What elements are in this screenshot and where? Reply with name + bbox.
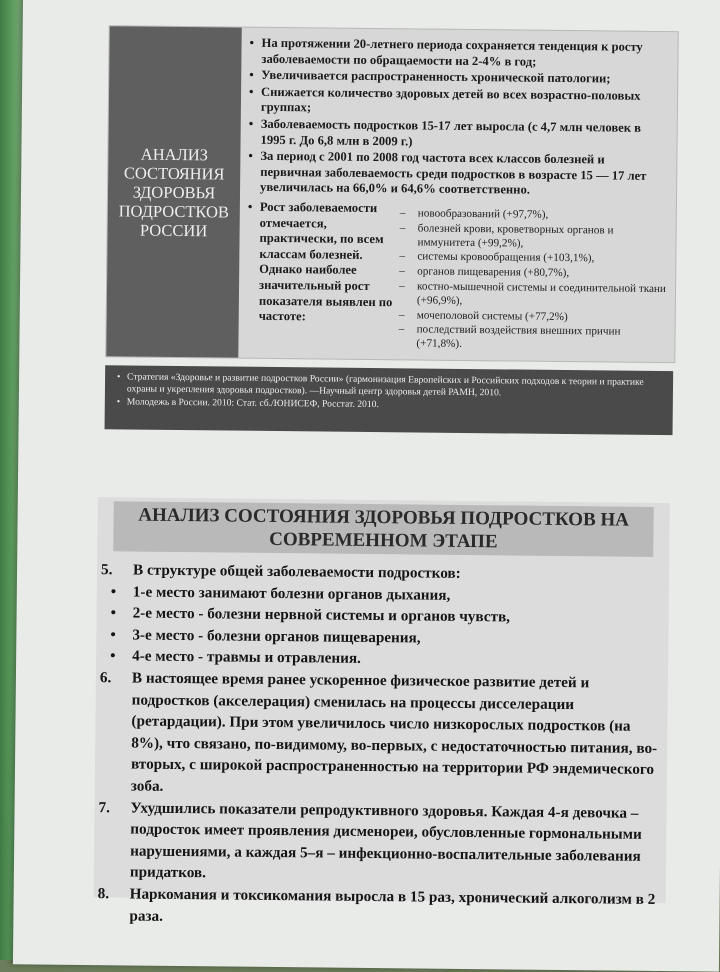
- list-item: [248, 117, 668, 153]
- item-number: 5.: [100, 561, 113, 579]
- slide-current-stage: [94, 497, 670, 925]
- list-item-text: костно-мышечной системы и соединительной ткани (+96,9%),: [416, 280, 667, 307]
- list-item-text: Увеличивается распространенность хронической патологии;: [261, 68, 611, 86]
- slide-title-line: АНАЛИЗ: [140, 144, 209, 165]
- references-bar: [105, 365, 674, 435]
- item-number: 8.: [97, 885, 110, 903]
- item-number: 7.: [98, 798, 111, 816]
- slide-health-analysis-russia: [105, 25, 678, 363]
- item-text: В настоящее время ранее ускоренное физическое развитие детей и подростков (акселерация) сменилась на процессы дисселерации (ретардации). При этом увеличилось число низкорослых подростков (на 8%), что связано, по-видимому, во-первых, с недостаточностью питания, во-вторых, с широкой распространенностью на территории РФ эндемического зоба.: [130, 669, 658, 795]
- item-text: Наркомания и токсикомания выросла в 15 раз, хронический алкоголизм в 2 раза.: [129, 885, 656, 925]
- list-item: [399, 222, 669, 252]
- sub-item-text: 4-е место - травмы и отравления.: [132, 647, 361, 668]
- bullet-icon: •: [110, 647, 116, 665]
- reference-text: Стратегия «Здоровье и развитие подростков России» (гармонизация Европейских и Российских подходов к теории и практике охраны и укрепления здоровья подростков). —Научный центр здоровья детей РАМН, 2010.: [126, 371, 644, 399]
- bullet-icon: •: [110, 626, 116, 644]
- dash-icon: –: [398, 323, 405, 336]
- growth-summary-text: Рост заболеваемости отмечается, практически, по всем классам болезней. Однако наиболее значительный рост показателя выявлен по частоте:: [258, 199, 393, 324]
- dash-icon: –: [399, 222, 406, 235]
- slide-title-bar: [113, 501, 653, 557]
- slide-side-panel: [106, 26, 241, 357]
- list-item-text: системы кровообращения (+103,1%),: [417, 250, 595, 265]
- list-item: [249, 84, 669, 120]
- dash-icon: –: [399, 265, 405, 278]
- list-item: [399, 251, 669, 268]
- list-item-7: [98, 797, 665, 889]
- list-item-text: мочеполовой системы (+77,2%): [416, 309, 568, 323]
- bullet-icon: •: [247, 199, 253, 214]
- printed-page: [13, 0, 720, 972]
- slide-title-line: АНАЛИЗ СОСТОЯНИЯ ЗДОРОВЬЯ ПОДРОСТКОВ НА: [138, 504, 630, 531]
- key-findings-list: [248, 36, 670, 201]
- item-text: Ухудшились показатели репродуктивного здоровья. Каждая 4-я девочка – подросток имеет проявления дисменореи, обусловленные гормональными нарушениями, а каждая 5–я – инфекционно-воспалительные заболевания придатков.: [129, 799, 642, 882]
- bullet-icon: •: [116, 396, 121, 408]
- sub-item-text: 3-е место - болезни органов пищеварения,: [132, 626, 421, 647]
- list-item-text: новообразований (+97,7%),: [417, 207, 549, 221]
- slide-title-line: ПОДРОСТКОВ: [118, 201, 230, 222]
- references-list: [105, 365, 673, 414]
- reference-text: Молодежь в России. 2010: Стат. сб./ЮНИСЕФ, Росстат. 2010.: [126, 396, 379, 410]
- slide-title: [113, 503, 653, 555]
- list-item-text: органов пищеварения (+80,7%),: [417, 265, 570, 280]
- growth-section: [246, 200, 672, 360]
- list-item: [399, 309, 669, 326]
- list-item-6: [99, 667, 666, 802]
- list-item: [399, 280, 669, 310]
- dash-icon: –: [399, 207, 406, 220]
- list-item-text: Снижается количество здоровых детей во всех возрастно-половых группах;: [260, 84, 641, 115]
- growth-summary: [247, 200, 398, 326]
- dash-icon: –: [398, 280, 405, 293]
- dash-icon: –: [398, 308, 405, 321]
- sub-item-text: 1-е место занимают болезни органов дыхания,: [132, 583, 451, 604]
- bullet-icon: •: [249, 84, 254, 99]
- numbered-list: [97, 559, 667, 932]
- slide-title-line: СОВРЕМЕННОМ ЭТАПЕ: [269, 528, 498, 553]
- list-item-text: Заболеваемость подростков 15-17 лет выросла (с 4,7 млн человек в 1995 г. До 6,8 млн в 2009 г.): [260, 116, 642, 148]
- slide-title-line: РОССИИ: [139, 220, 208, 241]
- slide-title: [108, 144, 241, 240]
- bullet-icon: •: [248, 148, 253, 163]
- list-item: [248, 149, 668, 200]
- list-item-text: На протяжении 20-летнего периода сохраняется тенденция к росту заболеваемости по обращаемости на 2-4% в год;: [261, 35, 643, 69]
- slide-title-line: ЗДОРОВЬЯ: [132, 182, 216, 203]
- bullet-icon: •: [110, 582, 117, 600]
- bullet-icon: •: [117, 371, 121, 383]
- dash-icon: –: [399, 250, 406, 263]
- slide-title-line: СОСТОЯНИЯ: [123, 163, 225, 184]
- bullet-icon: •: [249, 35, 255, 50]
- item-number: 6.: [99, 669, 112, 687]
- list-item-8: [97, 883, 663, 932]
- growth-categories-list: [398, 207, 670, 355]
- item-text: В структуре общей заболеваемости подростков:: [132, 561, 461, 582]
- list-item: [249, 36, 669, 72]
- bullet-icon: •: [110, 604, 117, 622]
- list-item-text: За период с 2001 по 2008 год частота всех классов болезней и первичная заболеваемость среди подростков в возрасте 15 — 17 лет увеличилась на 66,0% и 64,6% соответственно.: [260, 148, 647, 197]
- list-item: [400, 207, 670, 224]
- sub-item-text: 2-е место - болезни нервной системы и органов чувств,: [132, 604, 511, 626]
- list-item: [399, 265, 669, 282]
- list-item-text: последствий воздействия внешних причин (+71,8%).: [416, 323, 621, 351]
- bullet-icon: •: [248, 116, 254, 131]
- bullet-icon: •: [249, 67, 254, 82]
- list-item-text: болезней крови, кроветворных органов и иммунитета (+99,2%),: [417, 222, 614, 250]
- list-item: [398, 324, 668, 354]
